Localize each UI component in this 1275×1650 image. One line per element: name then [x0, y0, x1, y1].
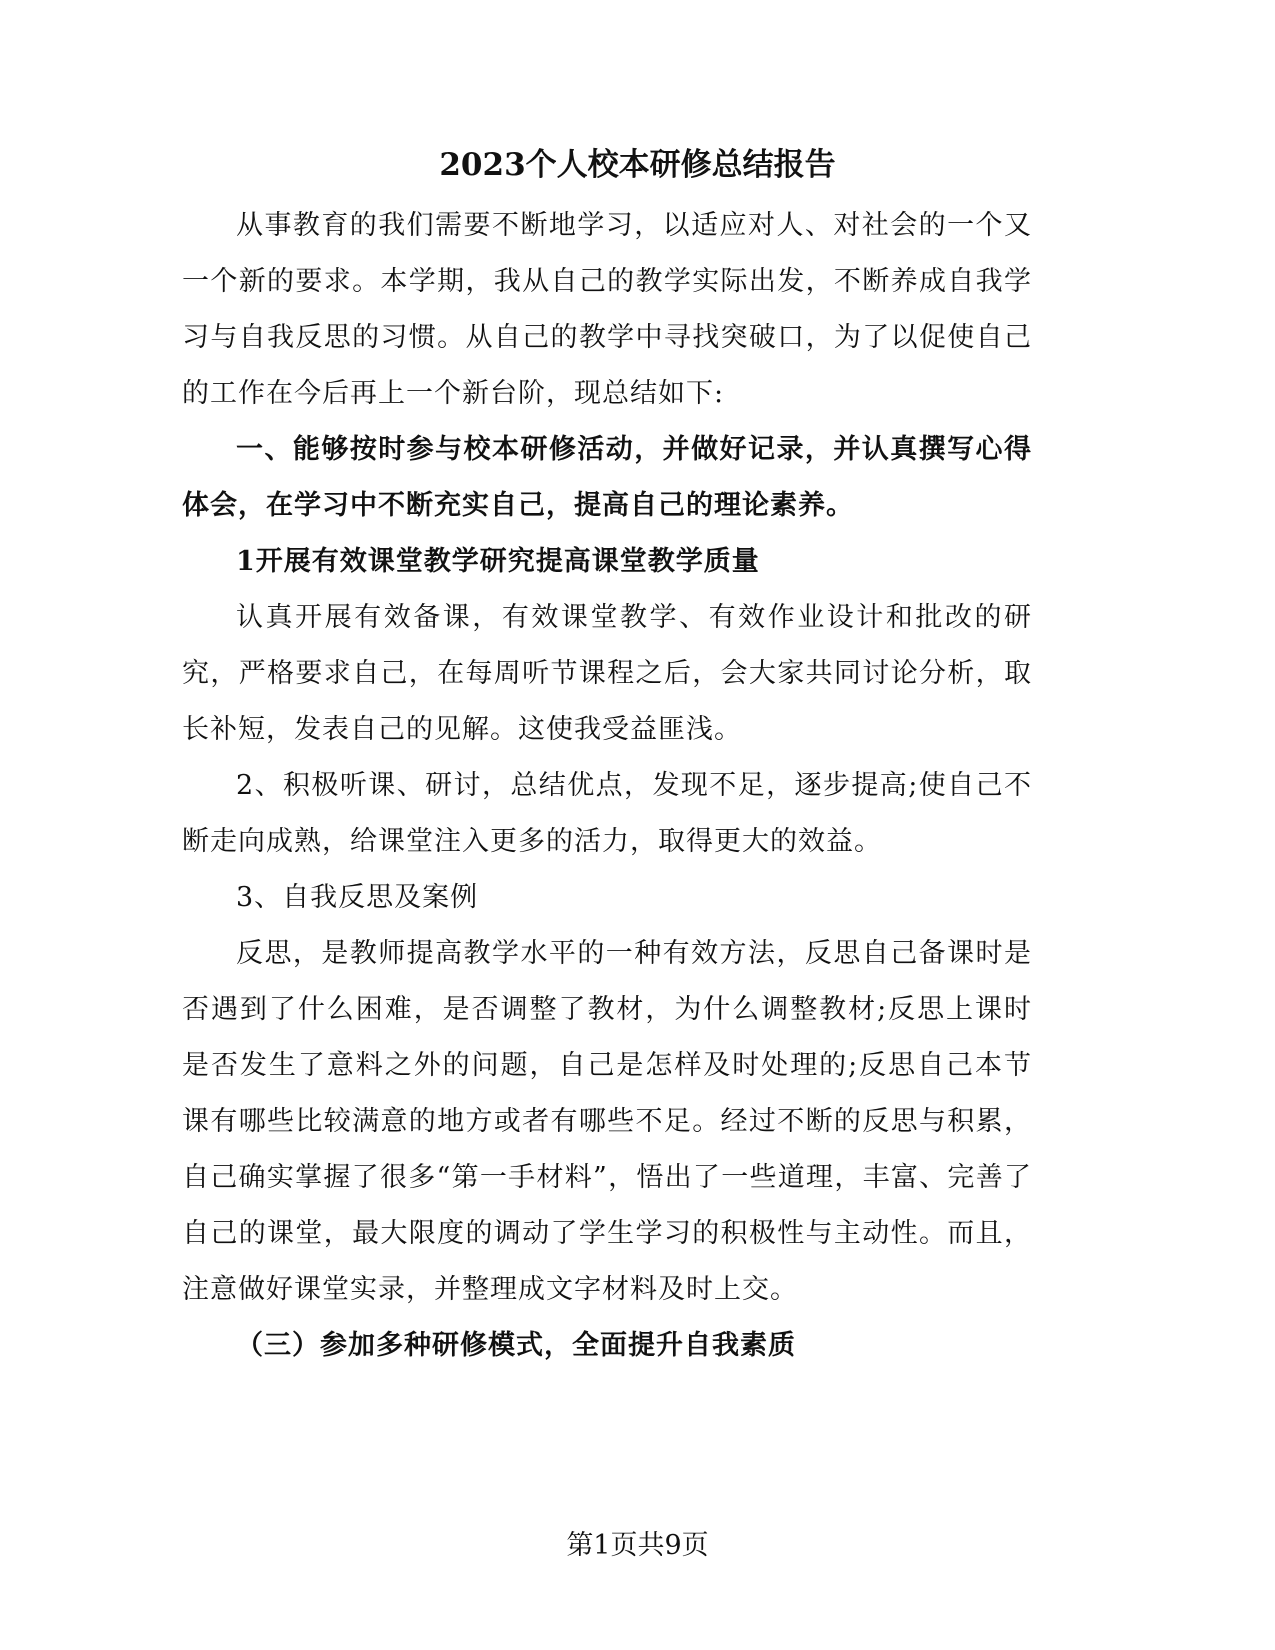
- page-footer: 第1页共9页: [566, 1530, 709, 1561]
- paragraph-effective-teaching: 认真开展有效备课，有效课堂教学、有效作业设计和批改的研究，严格要求自己，在每周听节课程之后，会大家共同讨论分析，取长补短，发表自己的见解。这使我受益匪浅。: [182, 602, 1032, 745]
- section-heading-1: 一、能够按时参与校本研修活动，并做好记录，并认真撰写心得体会，在学习中不断充实自己，提高自己的理论素养。: [182, 434, 1032, 521]
- document-body: [182, 198, 1032, 1374]
- paragraph-observation: 2、积极听课、研讨，总结优点，发现不足，逐步提高;使自己不断走向成熟，给课堂注入更多的活力，取得更大的效益。: [182, 770, 1032, 857]
- section-heading-3: （三）参加多种研修模式，全面提升自我素质: [236, 1330, 796, 1361]
- paragraph-reflection: 反思，是教师提高教学水平的一种有效方法，反思自己备课时是否遇到了什么困难，是否调整了教材，为什么调整教材;反思上课时是否发生了意料之外的问题，自己是怎样及时处理的;反思自己本节课有哪些比较满意的地方或者有哪些不足。经过不断的反思与积累，自己确实掌握了很多“第一手材料”，悟出了一些道理，丰富、完善了自己的课堂，最大限度的调动了学生学习的积极性与主动性。而且，注意做好课堂实录，并整理成文字材料及时上交。: [182, 938, 1032, 1305]
- subheading-1: 1开展有效课堂教学研究提高课堂教学质量: [236, 546, 760, 577]
- intro-paragraph: 从事教育的我们需要不断地学习，以适应对人、对社会的一个又一个新的要求。本学期，我从自己的教学实际出发，不断养成自我学习与自我反思的习惯。从自己的教学中寻找突破口，为了以促使自己的工作在今后再上一个新台阶，现总结如下:: [182, 210, 1032, 409]
- document-title: 2023个人校本研修总结报告: [439, 147, 836, 183]
- subheading-3: 3、自我反思及案例: [236, 882, 479, 913]
